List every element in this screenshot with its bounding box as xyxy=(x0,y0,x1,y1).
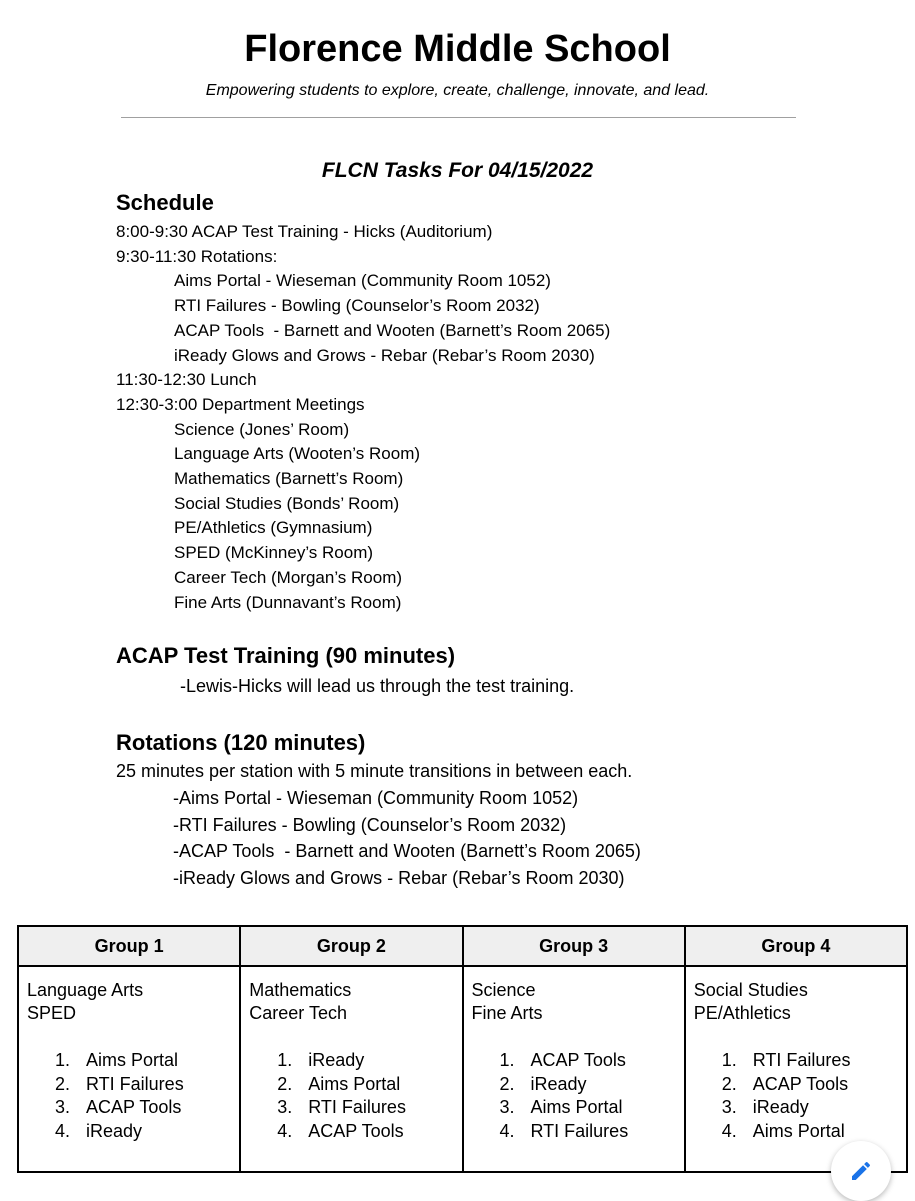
schedule-heading: Schedule xyxy=(116,190,214,215)
list-item: 3. iReady xyxy=(721,1097,809,1117)
schedule-line: Mathematics (Barnett’s Room) xyxy=(174,469,404,489)
list-item: 1. ACAP Tools xyxy=(499,1050,626,1070)
school-motto: Empowering students to explore, create, challenge, innovate, and lead. xyxy=(205,82,710,99)
list-item: 2. iReady xyxy=(499,1073,587,1094)
group-subject: Social Studies xyxy=(693,980,808,1000)
schedule-line: Science (Jones’ Room) xyxy=(174,419,350,439)
schedule-line: Social Studies (Bonds’ Room) xyxy=(174,493,400,513)
list-item: 2. ACAP Tools xyxy=(721,1073,849,1094)
schedule-line: RTI Failures - Bowling (Counselor’s Room 2032) xyxy=(174,296,540,316)
rotation-order xyxy=(249,1049,453,1143)
school-name: Florence Middle School xyxy=(244,28,671,70)
rotation-order xyxy=(694,1049,898,1143)
list-item: 4. ACAP Tools xyxy=(277,1120,404,1141)
schedule-line: SPED (McKinney’s Room) xyxy=(174,543,374,563)
edit-button[interactable] xyxy=(831,1141,891,1201)
list-item: 3. Aims Portal xyxy=(499,1097,623,1117)
list-item: 4. iReady xyxy=(55,1120,143,1141)
group-subject: PE/Athletics xyxy=(693,1003,791,1023)
schedule-line: Aims Portal - Wieseman (Community Room 1052) xyxy=(174,271,551,291)
rotations-heading: Rotations (120 minutes) xyxy=(116,730,366,756)
group-header: Group 2 xyxy=(240,926,462,966)
header-divider xyxy=(121,117,796,118)
document-body xyxy=(116,190,896,892)
group-header: Group 3 xyxy=(463,926,685,966)
group-subject: Fine Arts xyxy=(471,1003,543,1023)
list-item: 1. Aims Portal xyxy=(55,1050,179,1070)
group-subject: Language Arts xyxy=(27,980,144,1000)
schedule-line: 9:30-11:30 Rotations: xyxy=(116,246,278,266)
group-rotation-table xyxy=(17,925,908,1173)
schedule-line: iReady Glows and Grows - Rebar (Rebar’s Room 2030) xyxy=(174,345,595,365)
acap-description: -Lewis-Hicks will lead us through the test training. xyxy=(180,676,575,697)
list-item: 3. ACAP Tools xyxy=(55,1097,182,1117)
group-cell xyxy=(240,966,462,1172)
list-item: 4. Aims Portal xyxy=(721,1120,845,1141)
rotation-item: -ACAP Tools - Barnett and Wooten (Barnett’s Room 2065) xyxy=(173,841,641,862)
group-subject: Science xyxy=(471,980,536,1000)
list-item: 1. iReady xyxy=(277,1050,365,1070)
group-cell xyxy=(463,966,685,1172)
document-title: FLCN Tasks For 04/15/2022 xyxy=(321,159,594,182)
group-cell xyxy=(685,966,907,1172)
schedule-line: ACAP Tools - Barnett and Wooten (Barnett’s Room 2065) xyxy=(174,320,611,340)
group-cell xyxy=(18,966,240,1172)
table-header-row xyxy=(18,926,907,966)
schedule-line: Language Arts (Wooten’s Room) xyxy=(174,444,421,464)
schedule-line: 12:30-3:00 Department Meetings xyxy=(116,394,365,414)
list-item: 2. RTI Failures xyxy=(55,1073,184,1094)
list-item: 2. Aims Portal xyxy=(277,1073,401,1094)
rotation-item: -Aims Portal - Wieseman (Community Room 1052) xyxy=(173,787,579,808)
group-subject: Mathematics xyxy=(249,980,352,1000)
list-item: 3. RTI Failures xyxy=(277,1097,406,1117)
schedule-line: Fine Arts (Dunnavant’s Room) xyxy=(174,592,402,612)
schedule-list xyxy=(116,220,896,615)
group-subject: Career Tech xyxy=(249,1003,347,1023)
group-header: Group 1 xyxy=(18,926,240,966)
rotations-intro: 25 minutes per station with 5 minute transitions in between each. xyxy=(116,761,633,782)
rotation-item: -iReady Glows and Grows - Rebar (Rebar’s Room 2030) xyxy=(173,868,625,889)
group-subject: SPED xyxy=(27,1003,77,1023)
rotation-order xyxy=(472,1049,676,1143)
table-row xyxy=(18,966,907,1172)
schedule-line: 11:30-12:30 Lunch xyxy=(116,370,257,390)
list-item: 4. RTI Failures xyxy=(499,1120,629,1141)
group-header: Group 4 xyxy=(685,926,907,966)
rotation-item: -RTI Failures - Bowling (Counselor’s Room 2032) xyxy=(173,814,567,835)
list-item: 1. RTI Failures xyxy=(721,1050,851,1070)
schedule-line: Career Tech (Morgan’s Room) xyxy=(174,567,403,587)
acap-heading: ACAP Test Training (90 minutes) xyxy=(116,643,456,669)
rotation-order xyxy=(27,1049,231,1143)
schedule-line: PE/Athletics (Gymnasium) xyxy=(174,518,373,538)
pencil-icon xyxy=(849,1159,873,1183)
schedule-line: 8:00-9:30 ACAP Test Training - Hicks (Auditorium) xyxy=(116,222,493,241)
